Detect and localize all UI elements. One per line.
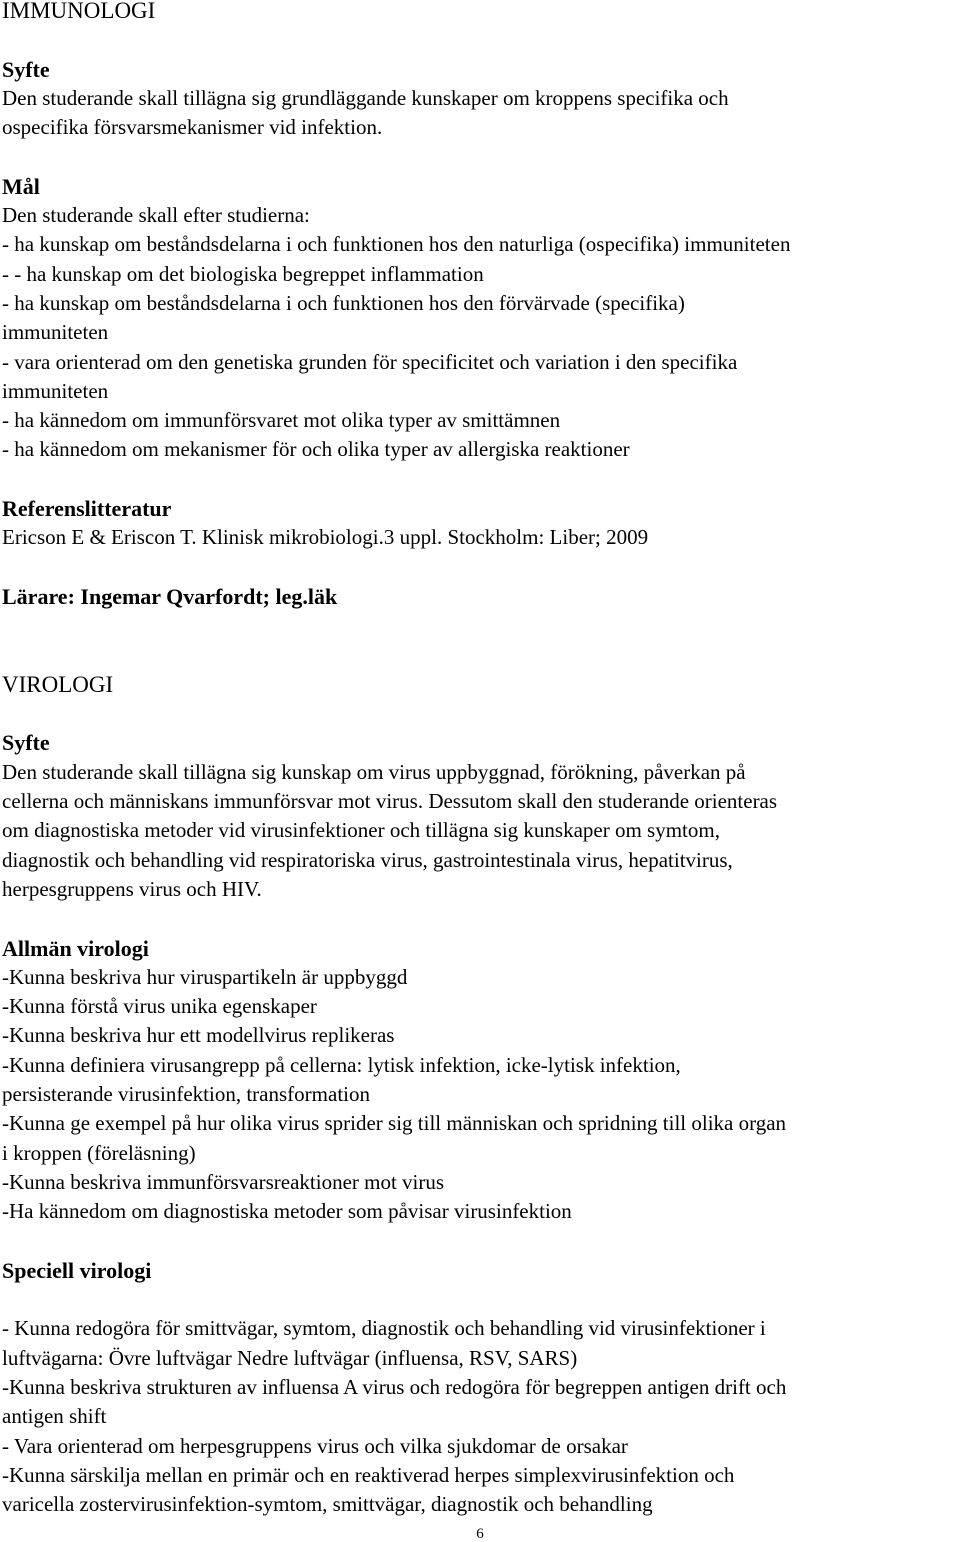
spacer bbox=[2, 553, 958, 582]
virologi-syfte-line: herpesgruppens virus och HIV. bbox=[2, 876, 262, 901]
spacer bbox=[2, 1285, 958, 1314]
immunologi-ref-heading: Referenslitteratur bbox=[2, 496, 172, 522]
virologi-speciell-heading: Speciell virologi bbox=[2, 1257, 152, 1283]
virologi-syfte-line: cellerna och människans immunförsvar mot virus. Dessutom skall den studerande orienteras bbox=[2, 789, 778, 814]
immunologi-mal-line: - ha kännedom om immunförsvaret mot olika typer av smittämnen bbox=[2, 408, 561, 433]
virologi-allman-line: -Kunna beskriva hur ett modellvirus replikeras bbox=[2, 1023, 395, 1048]
virologi-speciell-line: luftvägarna: Övre luftvägar Nedre luftvägar (influensa, RSV, SARS) bbox=[2, 1345, 578, 1370]
immunologi-mal-heading: Mål bbox=[2, 173, 40, 199]
virologi-allman-line: -Kunna definiera virusangrepp på cellerna: lytisk infektion, icke-lytisk infektion, bbox=[2, 1052, 681, 1077]
virologi-allman-line: -Kunna ge exempel på hur olika virus sprider sig till människan och spridning till olika organ bbox=[2, 1111, 787, 1136]
virologi-speciell-line: -Kunna särskilja mellan en primär och en reaktiverad herpes simplexvirusinfektion och bbox=[2, 1462, 735, 1487]
virologi-allman-line: persisterande virusinfektion, transformation bbox=[2, 1081, 370, 1106]
virologi-allman-heading: Allmän virologi bbox=[2, 935, 149, 961]
immunologi-mal-line: immuniteten bbox=[2, 320, 109, 345]
virologi-speciell-line: - Kunna redogöra för smittvägar, symtom, diagnostik och behandling vid virusinfektioner i bbox=[2, 1316, 766, 1341]
immunologi-mal-line: - ha kunskap om beståndsdelarna i och funktionen hos den förvärvade (specifika) bbox=[2, 290, 685, 315]
virologi-syfte-line: diagnostik och behandling vid respiratoriska virus, gastrointestinala virus, hepatitvirus, bbox=[2, 847, 733, 872]
immunologi-mal-line: - ha kännedom om mekanismer för och olika typer av allergiska reaktioner bbox=[2, 437, 630, 462]
spacer bbox=[2, 142, 958, 171]
immunologi-syfte-heading: Syfte bbox=[2, 56, 50, 82]
immunologi-mal-line: - vara orienterad om den genetiska grunden för specificitet och variation i den specifika bbox=[2, 349, 738, 374]
spacer bbox=[2, 465, 958, 494]
page-number: 6 bbox=[476, 1526, 484, 1542]
immunologi-mal-line: Den studerande skall efter studierna: bbox=[2, 203, 310, 228]
spacer bbox=[2, 904, 958, 933]
spacer bbox=[2, 641, 958, 670]
immunologi-ref-line: Ericson E & Eriscon T. Klinisk mikrobiologi.3 uppl. Stockholm: Liber; 2009 bbox=[2, 525, 649, 550]
virologi-syfte-heading: Syfte bbox=[2, 730, 50, 756]
virologi-title: VIROLOGI bbox=[2, 671, 114, 697]
virologi-speciell-line: - Vara orienterad om herpesgruppens virus och vilka sjukdomar de orsakar bbox=[2, 1433, 628, 1458]
spacer bbox=[2, 25, 958, 54]
immunologi-syfte-line: ospecifika försvarsmekanismer vid infektion. bbox=[2, 115, 383, 140]
spacer bbox=[2, 1226, 958, 1255]
immunologi-mal-line: - - ha kunskap om det biologiska begreppet inflammation bbox=[2, 261, 484, 286]
virologi-allman-line: -Ha kännedom om diagnostiska metoder som påvisar virusinfektion bbox=[2, 1199, 572, 1224]
virologi-allman-line: i kroppen (föreläsning) bbox=[2, 1140, 196, 1165]
spacer bbox=[2, 611, 958, 640]
immunologi-larare: Lärare: Ingemar Qvarfordt; leg.läk bbox=[2, 583, 338, 609]
virologi-allman-line: -Kunna beskriva immunförsvarsreaktioner mot virus bbox=[2, 1169, 445, 1194]
virologi-allman-line: -Kunna beskriva hur viruspartikeln är uppbyggd bbox=[2, 964, 408, 989]
immunologi-syfte-line: Den studerande skall tillägna sig grundläggande kunskaper om kroppens specifika och bbox=[2, 85, 729, 110]
virologi-speciell-line: antigen shift bbox=[2, 1404, 107, 1429]
immunologi-mal-line: immuniteten bbox=[2, 378, 109, 403]
virologi-allman-line: -Kunna förstå virus unika egenskaper bbox=[2, 994, 317, 1019]
document-page bbox=[2, 0, 958, 1519]
spacer bbox=[2, 699, 958, 728]
virologi-syfte-line: om diagnostiska metoder vid virusinfektioner och tillägna sig kunskaper om symtom, bbox=[2, 818, 720, 843]
immunologi-mal-line: - ha kunskap om beståndsdelarna i och funktionen hos den naturliga (ospecifika) immuniteten bbox=[2, 232, 791, 257]
virologi-speciell-line: varicella zostervirusinfektion-symtom, smittvägar, diagnostik och behandling bbox=[2, 1492, 653, 1517]
immunologi-title: IMMUNOLOGI bbox=[2, 0, 156, 23]
virologi-syfte-line: Den studerande skall tillägna sig kunskap om virus uppbyggnad, förökning, påverkan på bbox=[2, 759, 746, 784]
virologi-speciell-line: -Kunna beskriva strukturen av influensa A virus och redogöra för begreppen antigen drift och bbox=[2, 1374, 787, 1399]
